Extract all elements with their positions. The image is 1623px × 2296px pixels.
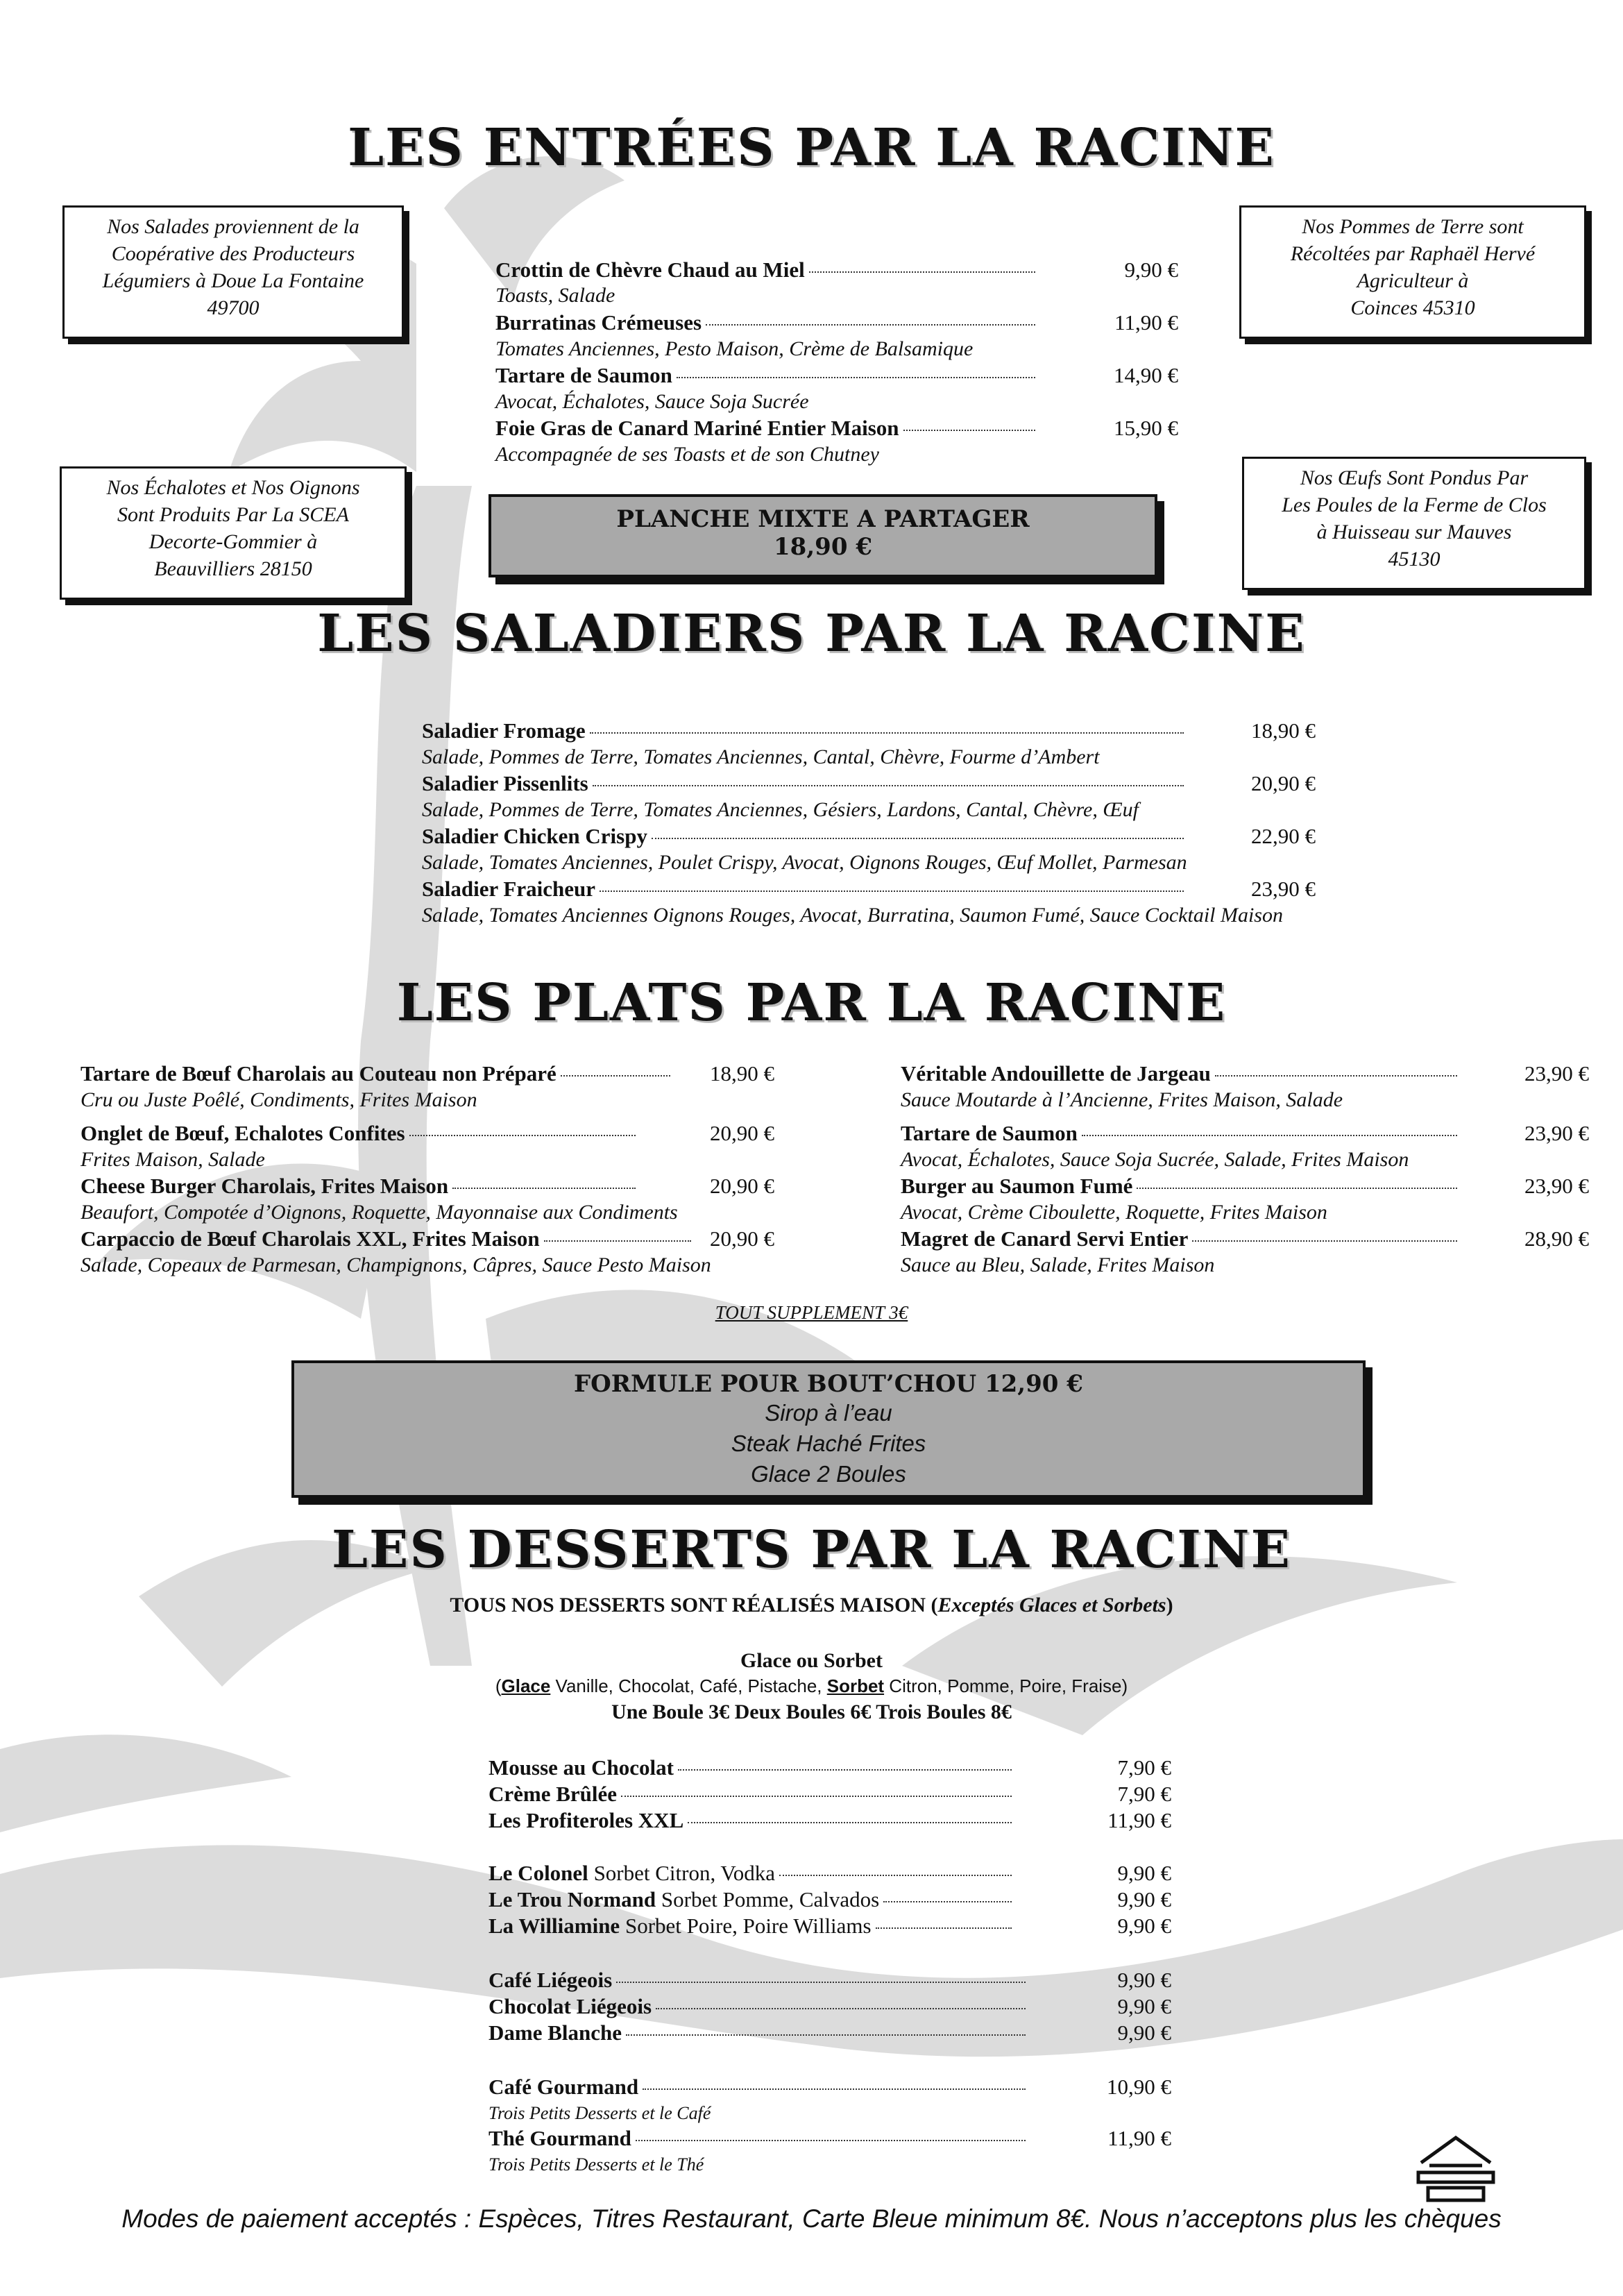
- note-line: Nos Échalotes et Nos Oignons: [106, 476, 360, 499]
- dessert-item: [488, 1967, 1171, 1993]
- dot-leader: [1192, 1240, 1457, 1242]
- item-description: Avocat, Échalotes, Sauce Soja Sucrée, Salade, Frites Maison: [901, 1148, 1409, 1171]
- item-name: Café Liégeois: [488, 1968, 613, 1992]
- intro-close: ): [1166, 1594, 1173, 1617]
- item-price: 9,90 €: [1117, 2020, 1171, 2045]
- item-description: Frites Maison, Salade: [80, 1148, 265, 1171]
- item-price: 18,90 €: [1251, 718, 1316, 743]
- item-name: Tartare de Bœuf Charolais au Couteau non Préparé: [80, 1061, 556, 1086]
- glace-title: Glace ou Sorbet: [740, 1649, 883, 1672]
- saladiers-title: LES SALADIERS PAR LA RACINE: [317, 604, 1306, 664]
- dot-leader: [1082, 1135, 1457, 1136]
- item-description: Cru ou Juste Poêlé, Condiments, Frites Maison: [80, 1088, 477, 1111]
- dessert-item: [488, 1993, 1171, 2020]
- item-price: 20,90 €: [710, 1174, 774, 1198]
- item-name: Carpaccio de Bœuf Charolais XXL, Frites Maison: [80, 1226, 540, 1251]
- dot-leader: [561, 1075, 670, 1077]
- item-description: Sauce Moutarde à l’Ancienne, Frites Maison, Salade: [901, 1088, 1343, 1111]
- item-price: 23,90 €: [1524, 1174, 1589, 1198]
- note-line: Sont Produits Par La SCEA: [117, 503, 349, 526]
- sorbet-label: Sorbet: [826, 1675, 885, 1696]
- dot-leader: [544, 1240, 691, 1242]
- item-name: Mousse au Chocolat: [488, 1755, 674, 1780]
- dot-leader: [616, 1982, 1026, 1983]
- item-name-bold: Le Colonel: [488, 1861, 588, 1885]
- dot-leader: [643, 2088, 1026, 2090]
- item-extra: Sorbet Citron, Vodka: [588, 1861, 776, 1885]
- item-price: 9,90 €: [1117, 1861, 1171, 1885]
- item-name: Onglet de Bœuf, Echalotes Confites: [80, 1121, 405, 1145]
- entree-item: [495, 310, 1178, 336]
- item-name: Crème Brûlée: [488, 1782, 618, 1806]
- saladier-item: [422, 876, 1316, 902]
- item-name: Crottin de Chèvre Chaud au Miel: [495, 258, 805, 282]
- dot-leader: [706, 324, 1035, 326]
- item-name: Foie Gras de Canard Mariné Entier Maison: [495, 416, 899, 440]
- item-description: Salade, Tomates Anciennes, Poulet Crispy, Avocat, Oignons Rouges, Œuf Mollet, Parmesan: [422, 851, 1187, 874]
- item-description: Trois Petits Desserts et le Thé: [488, 2154, 704, 2175]
- item-description: Salade, Pommes de Terre, Tomates Anciennes, Cantal, Chèvre, Fourme d’Ambert: [422, 745, 1100, 768]
- intro-text: TOUS NOS DESSERTS SONT RÉALISÉS MAISON (: [450, 1594, 938, 1617]
- sorbet-list: Citron, Pomme, Poire, Fraise): [884, 1675, 1128, 1696]
- dessert-item: [488, 1755, 1171, 1781]
- item-price: 9,90 €: [1124, 258, 1178, 282]
- item-name: Véritable Andouillette de Jargeau: [901, 1061, 1211, 1086]
- item-extra: Sorbet Pomme, Calvados: [656, 1887, 880, 1911]
- entree-item: [495, 362, 1178, 389]
- note-line: Nos Pommes de Terre sont: [1302, 215, 1524, 238]
- supplement-note: TOUT SUPPLEMENT 3€: [715, 1302, 908, 1323]
- dot-leader: [626, 2034, 1026, 2036]
- dot-leader: [452, 1188, 636, 1189]
- planche-title: PLANCHE MIXTE A PARTAGER: [616, 505, 1030, 533]
- item-price: 22,90 €: [1251, 824, 1316, 848]
- payment-footer: Modes de paiement acceptés : Espèces, Titres Restaurant, Carte Bleue minimum 8€. Nous n’acceptons plus les chèques: [121, 2204, 1502, 2233]
- plat-item: [901, 1226, 1589, 1252]
- item-price: 20,90 €: [710, 1226, 774, 1251]
- item-price: 20,90 €: [710, 1121, 774, 1145]
- glace-label: Glace: [501, 1675, 551, 1696]
- dot-leader: [621, 1796, 1012, 1797]
- item-price: 11,90 €: [1107, 1808, 1171, 1832]
- item-name: Magret de Canard Servi Entier: [901, 1226, 1189, 1251]
- item-name: Saladier Fromage: [422, 718, 586, 743]
- item-price: 18,90 €: [710, 1061, 774, 1086]
- plats-title: LES PLATS PAR LA RACINE: [396, 973, 1227, 1033]
- glace-paren: (: [495, 1675, 502, 1696]
- item-name: Burratinas Crémeuses: [495, 310, 702, 335]
- item-description: Avocat, Échalotes, Sauce Soja Sucrée: [495, 390, 809, 413]
- item-name: Chocolat Liégeois: [488, 1994, 652, 2018]
- item-price: 23,90 €: [1524, 1061, 1589, 1086]
- item-name: Saladier Chicken Crispy: [422, 824, 647, 848]
- item-name: Saladier Pissenlits: [422, 771, 588, 795]
- item-price: 9,90 €: [1117, 1887, 1171, 1911]
- item-price: 14,90 €: [1114, 363, 1178, 387]
- plat-item: [901, 1120, 1589, 1147]
- dot-leader: [1215, 1075, 1457, 1077]
- note-line: Coinces 45310: [1350, 296, 1475, 319]
- intro-italic: Exceptés Glaces et Sorbets: [937, 1594, 1166, 1617]
- saladier-item: [422, 718, 1316, 744]
- glace-list: Vanille, Chocolat, Café, Pistache,: [550, 1675, 827, 1696]
- plat-item: [80, 1061, 774, 1087]
- dessert-item: [488, 2020, 1171, 2046]
- house-logo-icon: [1414, 2135, 1497, 2204]
- item-name: Café Gourmand: [488, 2075, 639, 2099]
- note-line: 45130: [1388, 548, 1441, 571]
- item-name: Dame Blanche: [488, 2020, 622, 2045]
- note-line: à Huisseau sur Mauves: [1316, 521, 1512, 543]
- item-name: Thé Gourmand: [488, 2126, 631, 2150]
- planche-price: 18,90 €: [774, 533, 872, 561]
- item-price: 9,90 €: [1117, 1914, 1171, 1938]
- item-name: Cheese Burger Charolais, Frites Maison: [80, 1174, 449, 1198]
- plat-item: [901, 1061, 1589, 1087]
- dot-leader: [636, 2140, 1026, 2141]
- item-price: 15,90 €: [1114, 416, 1178, 440]
- dot-leader: [876, 1927, 1012, 1929]
- note-line: Nos Salades proviennent de la: [107, 215, 359, 238]
- dessert-item: [488, 2125, 1171, 2152]
- dot-leader: [656, 2008, 1026, 2009]
- item-price: 23,90 €: [1524, 1121, 1589, 1145]
- item-description: Avocat, Crème Ciboulette, Roquette, Frites Maison: [901, 1201, 1327, 1224]
- item-price: 11,90 €: [1107, 2126, 1171, 2150]
- dessert-item: [488, 1781, 1171, 1807]
- plat-item: [80, 1173, 774, 1199]
- item-price: 20,90 €: [1251, 771, 1316, 795]
- formule-line: Steak Haché Frites: [731, 1430, 926, 1456]
- note-line: Coopérative des Producteurs: [111, 242, 355, 265]
- note-pommes: [1239, 205, 1586, 339]
- note-line: Nos Œufs Sont Pondus Par: [1300, 466, 1529, 489]
- item-name: Les Profiteroles XXL: [488, 1808, 684, 1832]
- formule-line: Glace 2 Boules: [751, 1461, 906, 1487]
- formule-title: FORMULE POUR BOUT’CHOU 12,90 €: [574, 1370, 1083, 1398]
- desserts-title: LES DESSERTS PAR LA RACINE: [332, 1520, 1291, 1580]
- dot-leader: [1137, 1188, 1457, 1189]
- item-name: Burger au Saumon Fumé: [901, 1174, 1133, 1198]
- note-line: Légumiers à Doue La Fontaine: [102, 269, 364, 292]
- note-salades: [62, 205, 404, 339]
- dot-leader: [883, 1901, 1012, 1902]
- item-name-bold: La Williamine: [488, 1914, 620, 1938]
- dessert-item: [488, 1886, 1171, 1913]
- formule-line: Sirop à l’eau: [765, 1400, 892, 1426]
- item-description: Trois Petits Desserts et le Café: [488, 2103, 711, 2123]
- glace-flavors: [0, 1675, 1623, 1697]
- item-price: 9,90 €: [1117, 1968, 1171, 1992]
- item-name: [488, 1860, 775, 1886]
- note-line: 49700: [207, 296, 260, 319]
- dot-leader: [688, 1822, 1012, 1823]
- note-echalotes: [60, 466, 407, 600]
- dot-leader: [678, 1769, 1012, 1771]
- item-description: Sauce au Bleu, Salade, Frites Maison: [901, 1253, 1215, 1276]
- dot-leader: [779, 1875, 1012, 1876]
- item-description: Beaufort, Compotée d’Oignons, Roquette, Mayonnaise aux Condiments: [80, 1201, 678, 1224]
- item-description: Salade, Tomates Anciennes Oignons Rouges, Avocat, Burratina, Saumon Fumé, Sauce Cocktail Maison: [422, 904, 1283, 927]
- planche-box: [488, 494, 1157, 577]
- item-price: 7,90 €: [1117, 1755, 1171, 1780]
- dessert-item: [488, 1913, 1171, 1939]
- note-line: Récoltées par Raphaël Hervé: [1290, 242, 1536, 265]
- glace-prices: Une Boule 3€ Deux Boules 6€ Trois Boules 8€: [611, 1700, 1012, 1723]
- dot-leader: [600, 890, 1184, 892]
- note-line: Agriculteur à: [1357, 269, 1469, 292]
- note-line: Les Poules de la Ferme de Clos: [1282, 493, 1547, 516]
- dessert-item: [488, 1860, 1171, 1886]
- plat-item: [901, 1173, 1589, 1199]
- item-name: [488, 1913, 872, 1939]
- plat-item: [80, 1226, 774, 1252]
- dot-leader: [903, 430, 1036, 431]
- item-name: [488, 1886, 879, 1913]
- item-name: Saladier Fraicheur: [422, 877, 595, 901]
- entree-item: [495, 257, 1178, 283]
- item-description: Accompagnée de ses Toasts et de son Chutney: [495, 443, 879, 466]
- item-description: Tomates Anciennes, Pesto Maison, Crème de Balsamique: [495, 337, 974, 360]
- desserts-intro: [0, 1594, 1623, 1617]
- saladier-item: [422, 823, 1316, 850]
- item-description: Salade, Pommes de Terre, Tomates Anciennes, Gésiers, Lardons, Cantal, Chèvre, Œuf: [422, 798, 1139, 821]
- item-description: Toasts, Salade: [495, 284, 615, 307]
- dot-leader: [677, 377, 1035, 378]
- dot-leader: [593, 785, 1184, 786]
- item-price: 7,90 €: [1117, 1782, 1171, 1806]
- saladier-item: [422, 770, 1316, 797]
- item-extra: Sorbet Poire, Poire Williams: [620, 1914, 872, 1938]
- item-price: 28,90 €: [1524, 1226, 1589, 1251]
- entrees-title: LES ENTRÉES PAR LA RACINE: [348, 118, 1275, 178]
- plat-item: [80, 1120, 774, 1147]
- dot-leader: [809, 271, 1035, 273]
- note-line: Decorte-Gommier à: [148, 530, 318, 553]
- dessert-item: [488, 1807, 1171, 1834]
- entree-item: [495, 415, 1178, 441]
- item-name: Tartare de Saumon: [495, 363, 672, 387]
- item-name: Tartare de Saumon: [901, 1121, 1078, 1145]
- item-price: 23,90 €: [1251, 877, 1316, 901]
- item-description: Salade, Copeaux de Parmesan, Champignons, Câpres, Sauce Pesto Maison: [80, 1253, 711, 1276]
- item-price: 10,90 €: [1107, 2075, 1171, 2099]
- formule-box: [291, 1360, 1366, 1498]
- dessert-item: [488, 2074, 1171, 2100]
- note-line: Beauvilliers 28150: [154, 557, 312, 580]
- dot-leader: [409, 1135, 636, 1136]
- item-price: 9,90 €: [1117, 1994, 1171, 2018]
- dot-leader: [590, 732, 1184, 734]
- dot-leader: [652, 838, 1184, 839]
- item-name-bold: Le Trou Normand: [488, 1887, 656, 1911]
- note-oeufs: [1242, 457, 1586, 590]
- item-price: 11,90 €: [1114, 310, 1178, 335]
